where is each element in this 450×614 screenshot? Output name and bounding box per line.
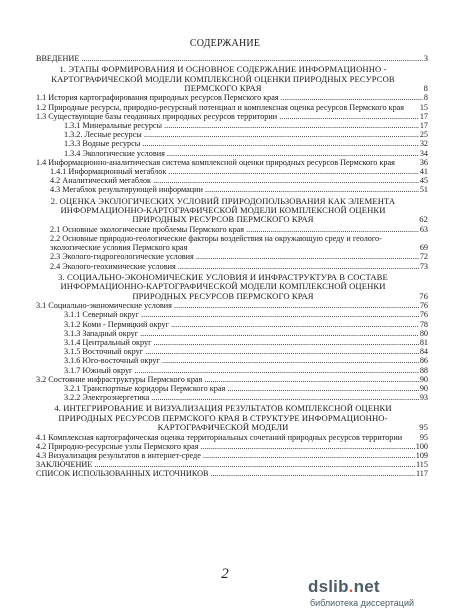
toc-entry-title: 2.1 Основные экологические проблемы Пермского края ..... bbox=[50, 225, 428, 234]
toc-entry bbox=[36, 451, 428, 460]
toc-entry-page: 90 bbox=[419, 383, 428, 393]
toc-entry-title: СПИСОК ИСПОЛЬЗОВАННЫХ ИСТОЧНИКОВ ..... bbox=[36, 469, 428, 478]
toc-entry bbox=[36, 149, 428, 158]
toc-entry-page: 76 bbox=[419, 290, 428, 301]
toc-entry bbox=[36, 329, 428, 338]
toc-entry-title: 3.1.4 Центральный округ ..... bbox=[64, 338, 428, 347]
toc-entry-page: 41 bbox=[419, 167, 428, 177]
toc-entry-page: 32 bbox=[419, 139, 428, 149]
toc-entry bbox=[36, 320, 428, 329]
toc-entry bbox=[36, 234, 428, 252]
toc-entry-page: 45 bbox=[419, 176, 428, 186]
toc-entry-title: 2.3 Эколого-гидрогеологические условия ..... bbox=[50, 252, 428, 261]
toc-entry-title: 1.3.2. Лесные ресурсы ..... bbox=[64, 130, 428, 139]
toc-entry bbox=[36, 469, 428, 478]
toc-entry-title: 3.1.5 Восточный округ ..... bbox=[64, 347, 428, 356]
toc-entry-title: ВВЕДЕНИЕ ..... bbox=[36, 54, 428, 63]
toc-entry-title: 4.3 Визуализация результатов в интернет-среде ..... bbox=[36, 451, 428, 460]
toc-entry bbox=[36, 112, 428, 121]
toc-entry-page: 3 bbox=[423, 54, 428, 63]
toc-entry-title: 2.4 Эколого-геохимические условия ..... bbox=[50, 262, 428, 271]
toc-entry bbox=[36, 167, 428, 176]
toc-entry-page: 81 bbox=[419, 337, 428, 347]
toc-entry-title: 1.3.4 Экологические условия ..... bbox=[64, 149, 428, 158]
toc-entry-page: 51 bbox=[419, 185, 428, 195]
toc-entry-page: 72 bbox=[419, 252, 428, 262]
toc-entry-title: 3.1.2 Коми - Пермяцкий округ ..... bbox=[64, 320, 428, 329]
toc-entry-title: 1.3.1 Минеральные ресурсы ..... bbox=[64, 121, 428, 130]
toc-entry-page: 90 bbox=[419, 374, 428, 384]
toc-entry-page: 36 bbox=[419, 157, 428, 167]
toc-entry-title: 3.2 Состояние инфраструктуры Пермского края ..... bbox=[36, 375, 428, 384]
toc-entry-page: 17 bbox=[419, 111, 428, 121]
toc-entry bbox=[36, 460, 428, 469]
toc-entry bbox=[36, 103, 428, 112]
toc-entry-title: 3.2.1 Транспортные коридоры Пермского края ..... bbox=[64, 384, 428, 393]
toc-entry-page: 100 bbox=[415, 441, 428, 451]
toc-entry-title: 1.2 Природные ресурсы, природно-ресурсный потенциал и комплексная оценка ресурсов Пермского края bbox=[36, 102, 405, 112]
toc-entry-page: 73 bbox=[419, 261, 428, 271]
toc-entry bbox=[36, 273, 428, 301]
toc-entry bbox=[36, 185, 428, 194]
toc-entry-page: 95 bbox=[419, 432, 428, 442]
toc-entry-title: 1.3 Существующие базы геоданных природных ресурсов территории ..... bbox=[36, 112, 428, 121]
toc-entry-page: 93 bbox=[419, 393, 428, 403]
toc-entry bbox=[36, 252, 428, 261]
toc-entry-title: 4. ИНТЕГРИРОВАНИЕ И ВИЗУАЛИЗАЦИЯ РЕЗУЛЬТАТОВ КОМПЛЕКСНОЙ ОЦЕНКИ ПРИРОДНЫХ РЕСУРСОВ ПЕРМСКОГО КРАЯ В СТРУКТУРЕ ИНФОРМАЦИОННО-КАРТОГРАФИЧЕСКОЙ МОДЕЛИ bbox=[54, 403, 392, 433]
toc-entry-page: 76 bbox=[419, 310, 428, 320]
toc-entry-title: 1.4.1 Информационный мегаблок ..... bbox=[50, 167, 428, 176]
toc-entry-title: 4.3 Мегаблок результирующей информации ..... bbox=[50, 185, 428, 194]
toc-entry bbox=[36, 225, 428, 234]
toc-entry-title: 3. СОЦИАЛЬНО-ЭКОНОМИЧЕСКИЕ УСЛОВИЯ И ИНФРАСТРУКТУРА В СОСТАВЕ ИНФОРМАЦИОННО-КАРТОГРАФИЧЕСКОЙ МОДЕЛИ КОМПЛЕКСНОЙ ОЦЕНКИ ПРИРОДНЫХ РЕСУРСОВ ПЕРМСКОГО КРАЯ bbox=[58, 271, 388, 301]
toc-entry bbox=[36, 375, 428, 384]
toc-entry-title: 3.1.6 Юго-восточный округ ..... bbox=[64, 356, 428, 365]
toc-entry-title: 1.1 История картографирования природных ресурсов Пермского края ..... bbox=[36, 93, 428, 102]
toc-entry-title: 4.2 Аналитический мегаблок ..... bbox=[50, 176, 428, 185]
toc-entry-title: 2. ОЦЕНКА ЭКОЛОГИЧЕСКИХ УСЛОВИЙ ПРИРОДОПОЛЬЗОВАНИЯ КАК ЭЛЕМЕНТА ИНФОРМАЦИОННО-КАРТОГРАФИЧЕСКОЙ МОДЕЛИ КОМПЛЕКСНОЙ ОЦЕНКИ ПРИРОДНЫХ РЕСУРСОВ ПЕРМСКОГО КРАЯ bbox=[50, 195, 396, 225]
toc-entry-page: 88 bbox=[419, 365, 428, 375]
watermark-logo: dslib.net bbox=[308, 577, 380, 596]
toc-entry bbox=[36, 176, 428, 185]
toc-entry-title: 1.3.3 Водные ресурсы ..... bbox=[64, 139, 428, 148]
toc-entry bbox=[36, 262, 428, 271]
toc-entry-page: 17 bbox=[419, 121, 428, 131]
toc-entry-title: 3.1.1 Северный округ ..... bbox=[64, 310, 428, 319]
toc-entry bbox=[36, 366, 428, 375]
toc-entry-page: 25 bbox=[419, 130, 428, 140]
toc-entry-title: 2.2 Основные природно-геологические факторы воздействия на окружающую среду и геолого-экологические условия Пермского края bbox=[50, 234, 382, 253]
toc-entry bbox=[36, 158, 428, 167]
toc-entry-page: 69 bbox=[419, 243, 428, 253]
toc-entry bbox=[36, 197, 428, 225]
toc-entry-title: 3.1.3 Западный округ ..... bbox=[64, 329, 428, 338]
toc-entry-title: 4.1 Комплексная картографическая оценка территориальных сочетаний природных ресурсов территории bbox=[36, 432, 403, 442]
watermark-subtitle: библиотека диссертаций bbox=[310, 598, 415, 608]
toc-entry-page: 80 bbox=[419, 328, 428, 338]
toc-entry-page: 76 bbox=[419, 301, 428, 311]
toc-entry-page: 78 bbox=[419, 319, 428, 329]
toc-entry bbox=[36, 301, 428, 310]
toc-entry bbox=[36, 310, 428, 319]
toc-entry-page: 84 bbox=[419, 347, 428, 357]
toc-entry bbox=[36, 139, 428, 148]
toc-entry-title: 3.2.2 Электроэнергетика ..... bbox=[64, 393, 428, 402]
toc-entry bbox=[36, 442, 428, 451]
toc-entry-page: 109 bbox=[415, 450, 428, 460]
toc-entry-page: 63 bbox=[419, 224, 428, 234]
toc-entry bbox=[36, 356, 428, 365]
page-number: 2 bbox=[221, 566, 229, 582]
watermark bbox=[308, 577, 440, 609]
toc-entry bbox=[36, 338, 428, 347]
toc-entry bbox=[36, 433, 428, 442]
toc-entry bbox=[36, 393, 428, 402]
toc-entry-title: 3.1.7 Южный округ ..... bbox=[64, 366, 428, 375]
toc-entry bbox=[36, 121, 428, 130]
toc-entry-title: 4.2 Природно-ресурсные узлы Пермского края ..... bbox=[36, 442, 428, 451]
toc-entry bbox=[36, 384, 428, 393]
toc-entry-title: 1. ЭТАПЫ ФОРМИРОВАНИЯ И ОСНОВНОЕ СОДЕРЖАНИЕ ИНФОРМАЦИОННО - КАРТОГРАФИЧЕСКОЙ МОДЕЛИ КОМПЛЕКСНОЙ ОЦЕНКИ ПРИРОДНЫХ РЕСУРСОВ ПЕРМСКОГО КРАЯ bbox=[51, 64, 395, 94]
toc-entry-page: 8 bbox=[423, 93, 428, 103]
toc-entry-title: ЗАКЛЮЧЕНИЕ ..... bbox=[36, 460, 428, 469]
toc-entry-page: 62 bbox=[419, 214, 428, 225]
toc-entry bbox=[36, 54, 428, 63]
toc-entry-page: 86 bbox=[419, 356, 428, 366]
toc-entry-page: 8 bbox=[423, 83, 428, 94]
toc-entry bbox=[36, 130, 428, 139]
toc-entry-title: 1.4 Информационно-аналитическая система комплексной оценки природных ресурсов Пермского края bbox=[36, 157, 395, 167]
toc-entry-page: 34 bbox=[419, 148, 428, 158]
toc-entry bbox=[36, 404, 428, 432]
toc-entry-page: 95 bbox=[419, 422, 428, 433]
toc-entry bbox=[36, 93, 428, 102]
toc-entry bbox=[36, 347, 428, 356]
toc-entry-title: 3.1 Социально-экономические условия ..... bbox=[36, 301, 428, 310]
toc-entry bbox=[36, 65, 428, 93]
toc-entry-page: 115 bbox=[416, 460, 428, 470]
toc-entry-page: 15 bbox=[419, 102, 428, 112]
table-of-contents bbox=[36, 54, 428, 479]
document-title: СОДЕРЖАНИЕ bbox=[189, 38, 261, 49]
toc-entry-page: 117 bbox=[416, 469, 428, 479]
